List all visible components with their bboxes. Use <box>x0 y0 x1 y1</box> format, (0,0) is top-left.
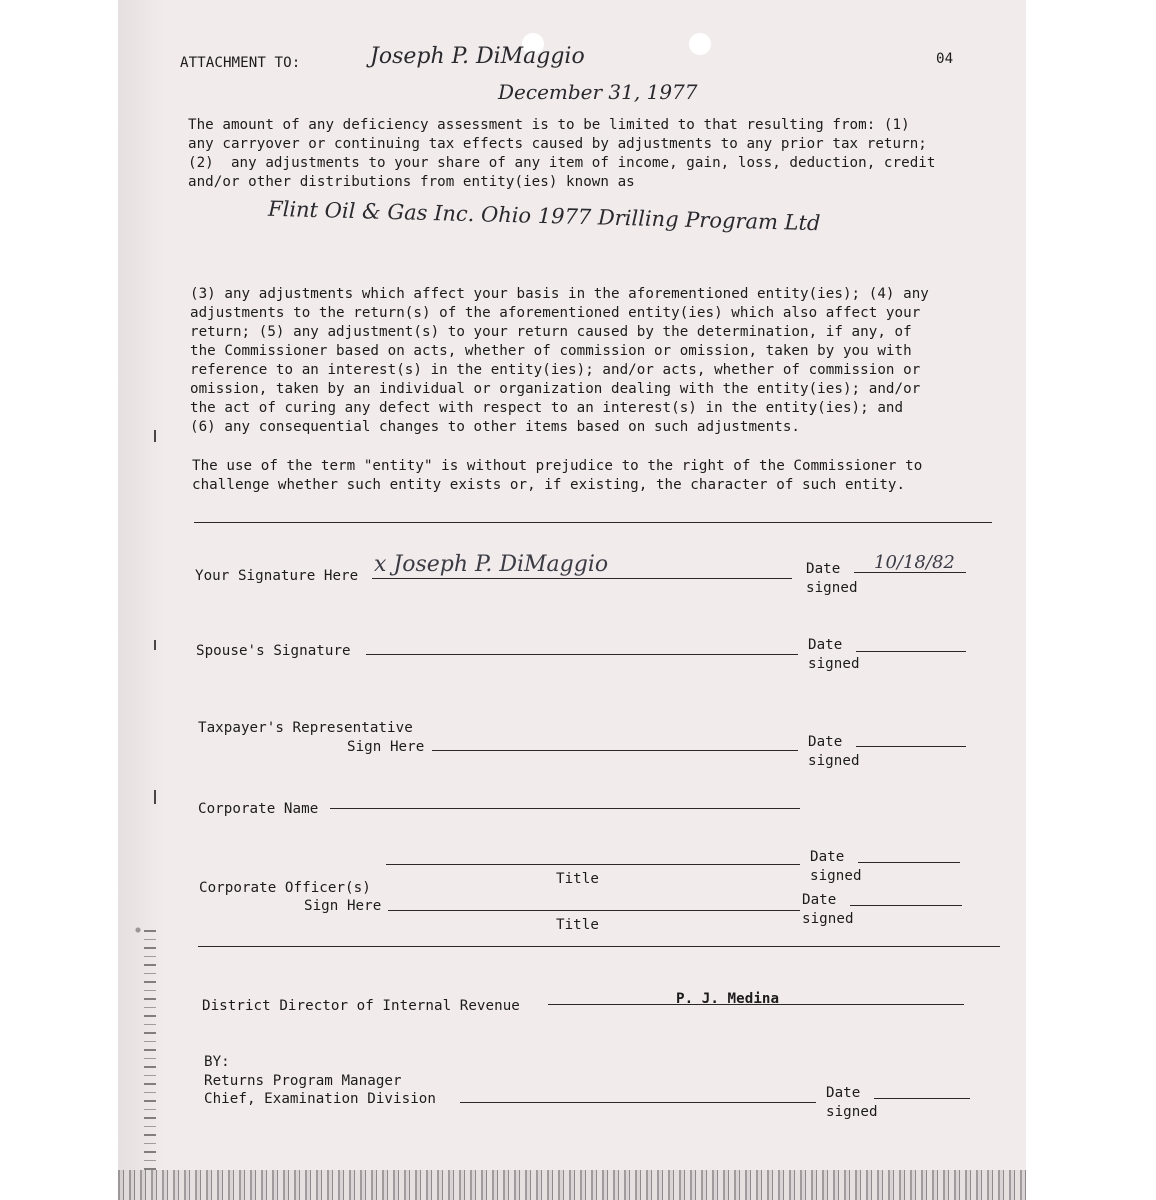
signed-label: signed <box>808 656 860 672</box>
representative-date-line <box>856 746 966 747</box>
title-label: Title <box>556 917 599 933</box>
punch-hole-right <box>689 33 711 55</box>
your-signature-handwritten: x Joseph P. DiMaggio <box>374 552 609 577</box>
entity-name-handwritten: Flint Oil & Gas Inc. Ohio 1977 Drilling Program Ltd <box>267 196 821 236</box>
by-signature-line <box>460 1102 816 1103</box>
signed-label: signed <box>806 580 858 596</box>
document-page <box>118 0 1026 1200</box>
date-label: Date <box>802 892 837 908</box>
scan-mark <box>154 430 156 442</box>
section-divider <box>198 946 1000 947</box>
officer-signature-line-2 <box>388 910 800 911</box>
attachment-label: ATTACHMENT TO: <box>180 55 301 71</box>
officer-date-line-2 <box>850 905 962 906</box>
signed-label: signed <box>808 753 860 769</box>
examination-division-label: Chief, Examination Division <box>204 1091 436 1107</box>
officer-date-line-1 <box>858 862 960 863</box>
paragraph-line: adjustments to the return(s) of the aforementioned entity(ies) which also affect your <box>190 305 921 321</box>
corporate-sign-label: Sign Here <box>304 898 382 914</box>
tax-period-handwritten: December 31, 1977 <box>498 80 698 104</box>
paragraph-line: and/or other distributions from entity(ies) known as <box>188 174 635 190</box>
corporate-name-label: Corporate Name <box>198 801 319 817</box>
paragraph-line: The amount of any deficiency assessment is to be limited to that resulting from: (1) <box>188 117 910 133</box>
paragraph-line: return; (5) any adjustment(s) to your return caused by the determination, if any, of <box>190 324 912 340</box>
date-label: Date <box>806 561 841 577</box>
signed-label: signed <box>810 868 862 884</box>
date-label: Date <box>808 734 843 750</box>
representative-sign-label: Sign Here <box>347 739 425 755</box>
date-label: Date <box>826 1085 861 1101</box>
your-signature-label: Your Signature Here <box>195 568 359 584</box>
scan-specks <box>144 930 156 1170</box>
by-date-line <box>874 1098 970 1099</box>
page-number: 04 <box>936 51 954 67</box>
representative-signature-line <box>432 750 798 751</box>
paragraph-line: the act of curing any defect with respect to an interest(s) in the entity(ies); and <box>190 400 904 416</box>
scan-mark <box>154 790 156 804</box>
scan-bottom-noise <box>118 1170 1026 1200</box>
paragraph-line: (2) any adjustments to your share of any item of income, gain, loss, deduction, credit <box>188 155 936 171</box>
title-label: Title <box>556 871 599 887</box>
paragraph-line: omission, taken by an individual or organization dealing with the entity(ies); and/or <box>190 381 921 397</box>
paragraph-line: challenge whether such entity exists or, if existing, the character of such entity. <box>192 477 906 493</box>
your-date-handwritten: 10/18/82 <box>874 552 955 573</box>
paragraph-line: reference to an interest(s) in the entity(ies); and/or acts, whether of commission or <box>190 362 921 378</box>
by-label: BY: <box>204 1054 230 1070</box>
signed-label: signed <box>826 1104 878 1120</box>
district-director-label: District Director of Internal Revenue <box>202 998 520 1014</box>
paragraph-line: (6) any consequential changes to other items based on such adjustments. <box>190 419 801 435</box>
spouse-signature-label: Spouse's Signature <box>196 643 351 659</box>
date-label: Date <box>810 849 845 865</box>
signed-label: signed <box>802 911 854 927</box>
corporate-name-line <box>330 808 800 809</box>
paragraph-line: The use of the term "entity" is without prejudice to the right of the Commissioner to <box>192 458 923 474</box>
representative-label: Taxpayer's Representative <box>198 720 413 736</box>
spouse-date-line <box>856 651 966 652</box>
paragraph-line: the Commissioner based on acts, whether of commission or omission, taken by you with <box>190 343 912 359</box>
corporate-officer-label: Corporate Officer(s) <box>199 880 371 896</box>
date-label: Date <box>808 637 843 653</box>
taxpayer-name-handwritten: Joseph P. DiMaggio <box>370 44 585 69</box>
paragraph-line: any carryover or continuing tax effects caused by adjustments to any prior tax return; <box>188 136 927 152</box>
spouse-signature-line <box>366 654 798 655</box>
scan-mark <box>154 640 156 650</box>
returns-program-manager-label: Returns Program Manager <box>204 1073 402 1089</box>
paragraph-line: (3) any adjustments which affect your basis in the aforementioned entity(ies); (4) any <box>190 286 929 302</box>
officer-signature-line-1 <box>386 864 800 865</box>
page-edge-shadow <box>118 0 164 1200</box>
district-director-name: P. J. Medina <box>676 991 780 1007</box>
section-divider <box>194 522 992 523</box>
your-signature-line <box>372 578 792 579</box>
